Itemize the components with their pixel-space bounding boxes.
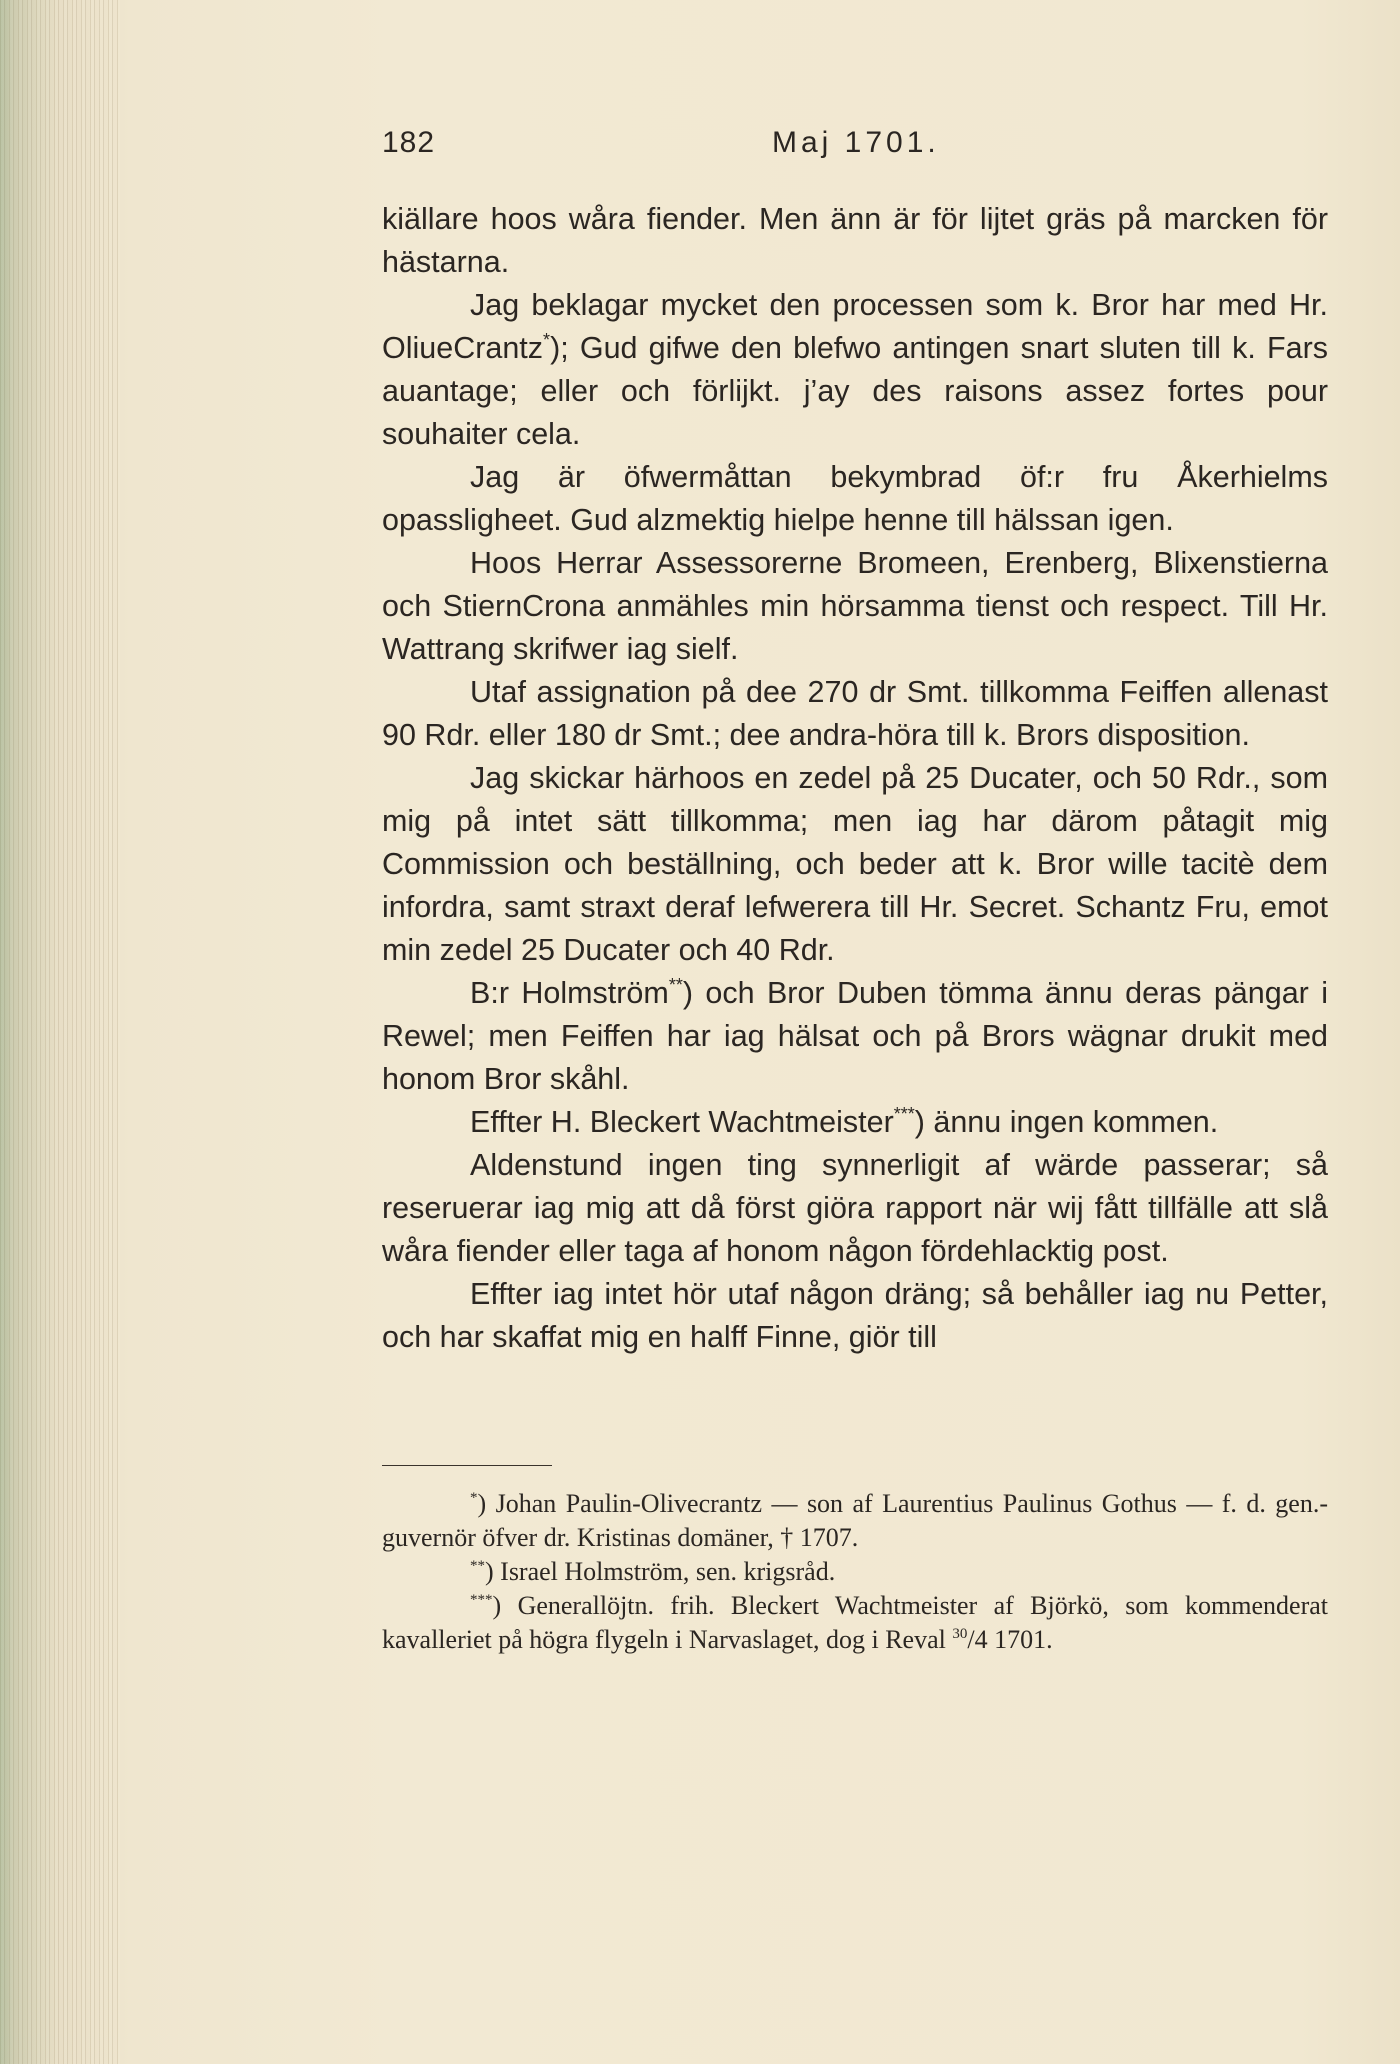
footnote: ***) Generallöjtn. frih. Bleckert Wachtmeister af Björkö, som kommenderat kavalleriet på högra flygeln i Narvaslaget, dog i Reval $^{30}$/4 1701. (382, 1591, 1328, 1654)
footnote-divider (382, 1465, 552, 1466)
date-denominator: /4 (967, 1625, 988, 1654)
footnotes (382, 1487, 1328, 1657)
paragraph: B:r Holmström**) och Bror Duben tömma ännu deras pängar i Rewel; men Feiffen har iag hälsat och på Brors wägnar drukit med honom Bror skåhl. (382, 975, 1328, 1096)
paragraph: Jag beklagar mycket den processen som k. Bror har med Hr. OliueCrantz*); Gud gifwe den blefwo antingen snart sluten till k. Fars auantage; eller och förlijkt. j’ay des raisons assez fortes pour souhaiter cela. (382, 288, 1328, 451)
paragraph: kiällare hoos wåra fiender. Men änn är för lijtet gräs på marcken för hästarna. (382, 202, 1328, 279)
footnote: **) Israel Holmström, sen. krigsråd. (470, 1557, 836, 1586)
footnote-marker: ** (470, 1558, 485, 1574)
date-numerator: 30 (952, 1626, 968, 1642)
footnote-reference: *** (893, 1104, 915, 1124)
paragraph: Utaf assignation på dee 270 dr Smt. tillkomma Feiffen allenast 90 Rdr. eller 180 dr Smt.; dee andra-höra till k. Brors disposition. (382, 675, 1328, 752)
body-text (382, 198, 1328, 1359)
binding-shadow (0, 0, 70, 2064)
paragraph: Jag är öfwermåttan bekymbrad öf:r fru Åkerhielms opassligheet. Gud alzmektig hielpe henne till hälssan igen. (382, 460, 1328, 537)
paragraph: Jag skickar härhoos en zedel på 25 Ducater, och 50 Rdr., som mig på intet sätt tillkomma; men iag har därom påtagit mig Commission och beställning, och beder att k. Bror wille tacitè dem infordra, samt straxt deraf lefwerera till Hr. Secret. Schantz Fru, emot min zedel 25 Ducater och 40 Rdr. (382, 761, 1328, 967)
footnote-marker: * (470, 1490, 478, 1506)
paragraph: Effter iag intet hör utaf någon dräng; så behåller iag nu Petter, och har skaffat mig en halff Finne, giör till (382, 1277, 1328, 1354)
paragraph: Hoos Herrar Assessorerne Bromeen, Erenberg, Blixenstierna och StiernCrona anmähles min hörsamma tienst och respect. Till Hr. Wattrang skrifwer iag sielf. (382, 546, 1328, 666)
paragraph: Effter H. Bleckert Wachtmeister***) ännu ingen kommen. (470, 1104, 1219, 1139)
running-head: Maj 1701. (772, 126, 940, 159)
footnote: *) Johan Paulin-Olivecrantz — son af Laurentius Paulinus Gothus — f. d. gen.-guvernör öfver dr. Kristinas domäner, † 1707. (382, 1489, 1328, 1552)
footnote-marker: *** (470, 1592, 493, 1608)
footnote-reference: * (543, 330, 551, 350)
page-header (382, 126, 1382, 174)
footnote-reference: ** (668, 975, 683, 995)
page-number: 182 (382, 126, 436, 159)
paragraph: Aldenstund ingen ting synnerligit af wärde passerar; så reseruerar iag mig att då först giöra rapport när wij fått tillfälle att slå wåra fiender eller taga af honom någon fördehlacktig post. (382, 1148, 1328, 1268)
